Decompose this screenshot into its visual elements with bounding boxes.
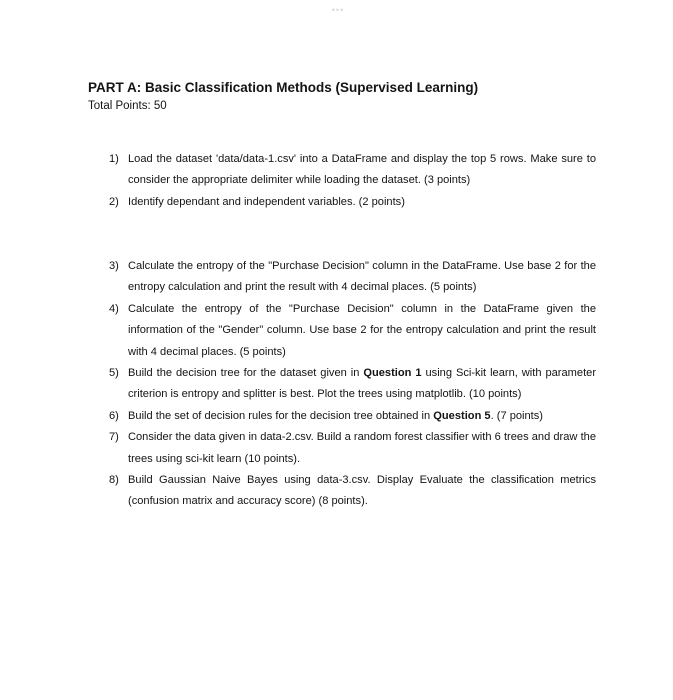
question-number: 5) bbox=[109, 367, 119, 380]
section-title: PART A: Basic Classification Methods (Supervised Learning) bbox=[88, 80, 479, 95]
question-number: 3) bbox=[109, 260, 119, 272]
question-text-segment: Build the set of decision rules for the decision tree obtained in bbox=[128, 409, 434, 422]
question-text bbox=[128, 367, 596, 400]
question-item bbox=[109, 256, 596, 299]
question-number: 7) bbox=[109, 431, 119, 444]
top-handle-mark: ••• bbox=[331, 5, 345, 15]
question-text-segment: Consider the data given in data-2.csv. Build a random forest classifier with 6 trees and draw the trees using sci-kit learn (10 points). bbox=[128, 431, 596, 465]
question-text bbox=[128, 153, 596, 186]
question-number: 2) bbox=[109, 195, 119, 208]
question-item bbox=[109, 470, 596, 513]
question-reference: Question 1 bbox=[363, 367, 422, 380]
question-text-segment: Load the dataset 'data/data-1.csv' into a DataFrame and display the top 5 rows. Make sure to consider the appropriate delimiter while loading the dataset. (3 points) bbox=[128, 153, 596, 187]
question-item bbox=[109, 363, 596, 406]
question-text-segment: using Sci-kit learn, with parameter criterion is entropy and splitter is best. Plot the trees using matplotlib. (10 points) bbox=[128, 367, 597, 401]
question-item bbox=[109, 299, 596, 363]
question-text-segment: Build Gaussian Naive Bayes using data-3.csv. Display Evaluate the classification metrics (confusion matrix and accuracy score) (8 points). bbox=[128, 474, 596, 508]
total-points: Total Points: 50 bbox=[88, 100, 167, 112]
question-item bbox=[109, 149, 596, 192]
question-item bbox=[109, 427, 596, 470]
question-text bbox=[128, 196, 405, 208]
question-number: 4) bbox=[109, 302, 119, 315]
question-text bbox=[128, 303, 596, 358]
question-number: 6) bbox=[109, 409, 119, 422]
question-list-part2 bbox=[109, 256, 596, 513]
question-text-segment: Build the decision tree for the dataset given in bbox=[128, 367, 364, 380]
question-list-part1 bbox=[109, 149, 596, 213]
question-text bbox=[128, 431, 596, 464]
question-text bbox=[128, 410, 543, 422]
question-item bbox=[109, 192, 596, 213]
question-text bbox=[128, 260, 596, 293]
question-text-segment: Identify dependant and independent variables. (2 points) bbox=[128, 195, 405, 208]
question-text-segment: Calculate the entropy of the "Purchase Decision" column in the DataFrame given the information of the "Gender" column. Use base 2 for the entropy calculation and print the result with 4 decimal places. (5 points) bbox=[128, 302, 596, 358]
question-number: 8) bbox=[109, 474, 119, 487]
question-item bbox=[109, 406, 596, 427]
question-reference: Question 5 bbox=[433, 409, 491, 422]
question-text-segment: Calculate the entropy of the "Purchase Decision" column in the DataFrame. Use base 2 for the entropy calculation and print the result with 4 decimal places. (5 points) bbox=[128, 260, 596, 294]
question-text-segment: . (7 points) bbox=[490, 409, 544, 422]
question-text bbox=[128, 474, 596, 507]
question-number: 1) bbox=[109, 153, 119, 165]
